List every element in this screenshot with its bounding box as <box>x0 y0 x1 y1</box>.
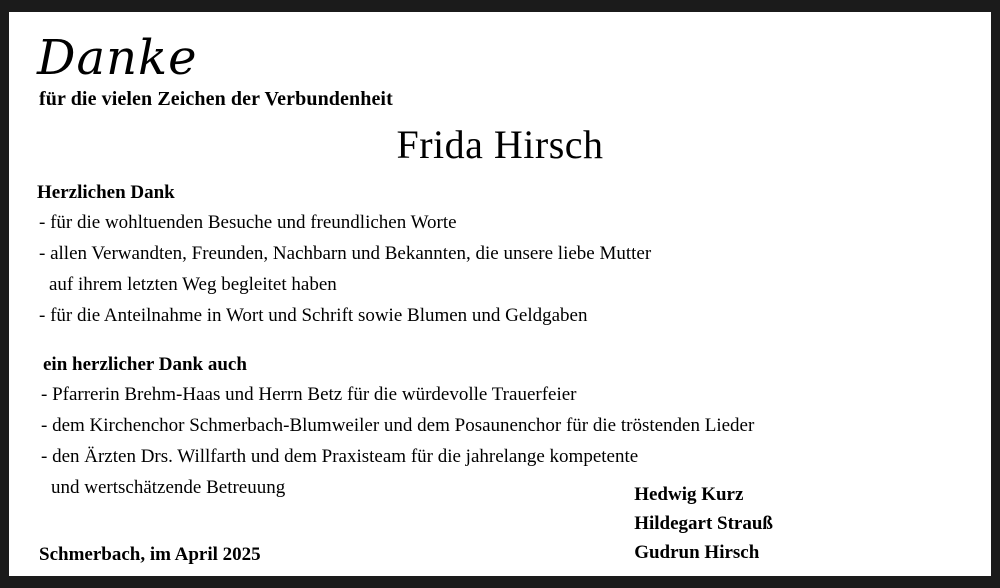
signers-block <box>634 481 773 568</box>
signer-name: Hildegart Strauß <box>634 513 773 535</box>
danke-heading: Danke <box>37 30 198 86</box>
thanks-heading: Herzlichen Dank <box>37 182 175 203</box>
signer-name: Gudrun Hirsch <box>634 542 760 564</box>
second-thanks-line: und wertschätzende Betreuung <box>51 476 286 498</box>
deceased-name: Frida Hirsch <box>396 122 604 167</box>
subtitle-text: für die vielen Zeichen der Verbundenheit <box>39 88 393 110</box>
thanks-line: - für die wohltuenden Besuche und freundlichen Worte <box>39 212 457 233</box>
second-thanks-heading: ein herzlicher Dank auch <box>43 353 247 375</box>
second-thanks-line: - den Ärzten Drs. Willfarth und dem Praxisteam für die jahrelange kompetente <box>41 445 639 467</box>
obituary-content <box>31 30 969 574</box>
thanks-line: auf ihrem letzten Weg begleitet haben <box>49 273 337 295</box>
second-thanks-line: - dem Kirchenchor Schmerbach-Blumweiler und dem Posaunenchor für die tröstenden Lieder <box>41 414 755 436</box>
signer-name: Hedwig Kurz <box>634 484 744 506</box>
place-date: Schmerbach, im April 2025 <box>39 544 261 565</box>
second-thanks-line: - Pfarrerin Brehm-Haas und Herrn Betz für die würdevolle Trauerfeier <box>41 383 577 405</box>
thanks-line: - für die Anteilnahme in Wort und Schrift sowie Blumen und Geldgaben <box>39 304 588 326</box>
thanks-line: - allen Verwandten, Freunden, Nachbarn und Bekannten, die unsere liebe Mutter <box>39 242 652 264</box>
